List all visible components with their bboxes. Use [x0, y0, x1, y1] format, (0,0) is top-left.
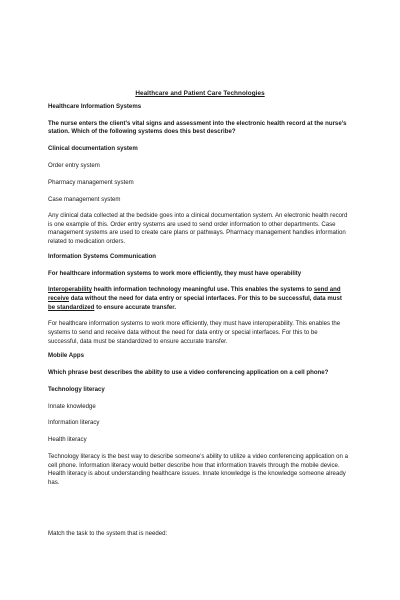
footer-prompt: Match the task to the system that is needed: [48, 529, 168, 537]
section-heading: Healthcare Information Systems [48, 103, 142, 110]
answer-keyword: be standardized [48, 303, 95, 311]
answer-keyword: Interoperability [48, 286, 93, 294]
option-text: Innate knowledge [48, 402, 96, 410]
question-text: Which phrase best describes the ability to use a video conferencing application on a cell phone? [48, 369, 329, 377]
section-heading: Information Systems Communication [48, 252, 157, 260]
explanation-text: For healthcare information systems to work more efficiently, they must have interoperability. This enables the systems to send and receive data without the need for data entry or special interfaces. For this to be successful, data must be standardized to ensure accurate transfer. [48, 320, 341, 345]
section-heading: Mobile Apps [48, 352, 84, 360]
answer-text [48, 286, 348, 312]
question-text: For healthcare information systems to work more efficiently, they must have operability [48, 269, 302, 277]
spacer [48, 494, 348, 530]
option-text: Order entry system [48, 161, 100, 169]
option-text: Case management system [48, 195, 121, 203]
answer-text: Clinical documentation system [48, 145, 138, 153]
page-title: Healthcare and Patient Care Technologies [135, 90, 265, 97]
answer-fragment: to ensure accurate transfer. [94, 303, 177, 311]
question-text: The nurse enters the client’s vital signs and assessment into the electronic health record at the nurse’s station. Which of the following systems does this best describe? [48, 119, 347, 136]
answer-keyword: send and receive [48, 286, 341, 302]
answer-text: Technology literacy [48, 385, 105, 393]
option-text: Pharmacy management system [48, 178, 134, 186]
document-body [48, 103, 348, 546]
explanation-text: Any clinical data collected at the bedside goes into a clinical documentation system. An electronic health record is one example of this. Order entry systems are used to send order information to other departments. Case management systems are used to create care plans or pathways. Pharmacy management handles information related to medication orders. [48, 212, 348, 246]
answer-fragment: data without the need for data entry or special interfaces. For this to be successful, data must [69, 295, 342, 302]
option-text: Health literacy [48, 436, 87, 444]
explanation-text: Technology literacy is the best way to describe someone’s ability to utilize a video conferencing application on a cell phone. Information literacy would better describe how that information travels through the mobile device. Health literacy is about understanding healthcare issues. Innate knowledge is the knowledge someone already has. [48, 453, 349, 486]
answer-fragment: health information technology meaningful use. This enables the systems to [92, 286, 314, 294]
option-text: Information literacy [48, 419, 100, 427]
